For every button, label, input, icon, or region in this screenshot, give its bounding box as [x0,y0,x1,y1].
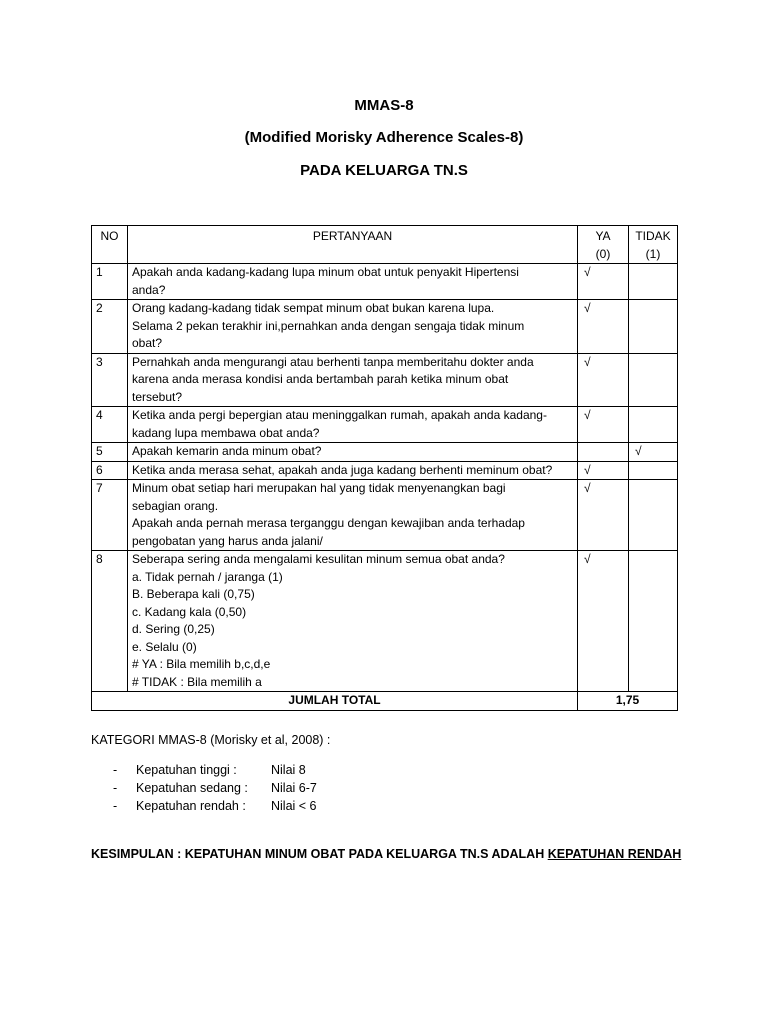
ya-check: √ [578,551,629,692]
row-number: 4 [92,407,128,443]
questionnaire-table [91,225,678,711]
table-row [92,461,678,480]
question-line: Ketika anda merasa sehat, apakah anda juga kadang berhenti meminum obat? [132,462,553,477]
row-number: 8 [92,551,128,692]
tidak-check [629,461,678,480]
tidak-check: √ [629,443,678,462]
ya-check: √ [578,407,629,443]
question-line: c. Kadang kala (0,50) [132,604,247,619]
question-line: Apakah kemarin anda minum obat? [132,444,322,458]
kategori-list [113,761,317,815]
table-row [92,480,678,551]
kategori-value: Nilai 8 [271,763,306,777]
question-line: obat? [132,336,163,350]
question-line: Orang kadang-kadang tidak sempat minum obat bukan karena lupa. [132,301,495,315]
total-value: 1,75 [578,692,678,711]
document-title: MMAS-8 [354,97,414,114]
table-row [92,264,678,300]
table-row [92,300,678,354]
table-header-row [92,226,678,264]
question-line: sebagian orang. [132,498,219,513]
ya-check: √ [578,480,629,551]
row-number: 1 [92,264,128,300]
row-question [128,407,578,443]
family-heading: PADA KELUARGA TN.S [300,162,468,179]
row-question [128,300,578,354]
question-line: Pernahkah anda mengurangi atau berhenti tanpa memberitahu dokter anda [132,354,534,369]
row-number: 5 [92,443,128,462]
kategori-label: Kepatuhan tinggi : [136,763,237,777]
header-ya [578,226,629,264]
table-row [92,443,678,462]
question-line: Ketika anda pergi bepergian atau meninggalkan rumah, apakah anda kadang- [132,408,547,422]
question-line: pengobatan yang harus anda jalani/ [132,533,323,548]
row-number: 2 [92,300,128,354]
kategori-dash: - [113,763,118,777]
header-question: PERTANYAAN [128,226,578,264]
tidak-check [629,300,678,354]
header-no: NO [92,226,128,264]
header-tidak-label: TIDAK [635,229,671,243]
row-question [128,461,578,480]
row-number: 3 [92,353,128,407]
question-line: Apakah anda kadang-kadang lupa minum obat untuk penyakit Hipertensi [132,265,519,279]
kategori-heading: KATEGORI MMAS-8 (Morisky et al, 2008) : [91,733,331,747]
kategori-value: Nilai 6-7 [271,781,317,795]
question-line: # TIDAK : Bila memilih a [132,674,262,689]
row-question [128,551,578,692]
table-row [92,353,678,407]
question-line: Minum obat setiap hari merupakan hal yang tidak menyenangkan bagi [132,481,506,495]
document-subtitle: (Modified Morisky Adherence Scales-8) [244,129,524,146]
row-number: 6 [92,461,128,480]
question-line: # YA : Bila memilih b,c,d,e [132,657,271,671]
conclusion-result: KEPATUHAN RENDAH [547,847,682,861]
kategori-item [113,779,317,797]
row-question [128,264,578,300]
ya-check: √ [578,264,629,300]
kategori-dash: - [113,781,118,795]
question-line: e. Selalu (0) [132,639,197,654]
row-question [128,353,578,407]
conclusion-prefix: KESIMPULAN : KEPATUHAN MINUM OBAT PADA KELUARGA TN.S ADALAH [91,847,548,861]
ya-check: √ [578,300,629,354]
ya-check: √ [578,353,629,407]
header-ya-score: (0) [595,246,611,261]
table-row [92,551,678,692]
ya-check: √ [578,461,629,480]
question-line: d. Sering (0,25) [132,622,215,636]
tidak-check [629,264,678,300]
tidak-check [629,551,678,692]
question-line: Seberapa sering anda mengalami kesulitan minum semua obat anda? [132,552,505,566]
tidak-check [629,353,678,407]
row-question [128,443,578,462]
kategori-label: Kepatuhan sedang : [136,781,248,795]
header-tidak-score: (1) [645,246,661,261]
row-number: 7 [92,480,128,551]
ya-check [578,443,629,462]
total-label: JUMLAH TOTAL [92,692,578,711]
row-question [128,480,578,551]
question-line: karena anda merasa kondisi anda bertambah parah ketika minum obat [132,372,509,386]
question-line: B. Beberapa kali (0,75) [132,587,255,601]
question-line: kadang lupa membawa obat anda? [132,425,320,440]
question-line: tersebut? [132,389,183,404]
question-line: a. Tidak pernah / jaranga (1) [132,569,283,584]
kategori-item [113,797,317,815]
question-line: Selama 2 pekan terakhir ini,pernahkan anda dengan sengaja tidak minum [132,318,525,333]
table-row [92,407,678,443]
header-tidak [629,226,678,264]
question-line: Apakah anda pernah merasa terganggu dengan kewajiban anda terhadap [132,516,525,530]
kategori-item [113,761,317,779]
kategori-label: Kepatuhan rendah : [136,799,246,813]
header-ya-label: YA [595,229,611,243]
kategori-dash: - [113,799,118,813]
tidak-check [629,407,678,443]
total-row [92,692,678,711]
kategori-value: Nilai < 6 [271,799,317,813]
conclusion [91,847,681,861]
tidak-check [629,480,678,551]
question-line: anda? [132,282,166,297]
